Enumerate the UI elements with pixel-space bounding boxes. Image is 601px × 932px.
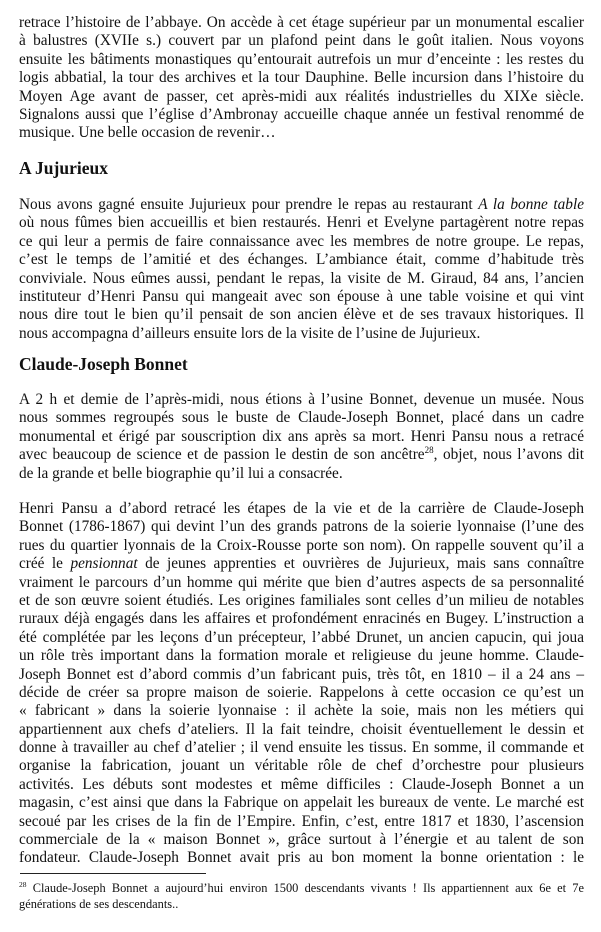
text-line: nous accompagna d’ailleurs ensuite lors de la visite de l’usine de Jujurieux. xyxy=(19,324,481,342)
text-line: Joseph Bonnet est d’abord commis d’un fabricant puis, très tôt, en 1810 – il a 24 ans – xyxy=(19,665,584,683)
footnote-number: 28 xyxy=(19,880,27,889)
text-line: musique. Une belle occasion de revenir… xyxy=(19,124,276,142)
text-line: organise la fabrication, jouant un véritable rôle de chef d’orchestre pour plusieurs xyxy=(19,757,584,775)
text-line: ce qui leur a permis de faire connaissance avec les membres de notre groupe. Le repas, xyxy=(19,232,584,250)
text-line: où nous fûmes bien accueillis et bien restaurés. Henri et Evelyne partagèrent notre repas xyxy=(19,214,584,232)
text-line: Bonnet (1786-1867) qui devint l’un des grands patrons de la soierie lyonnaise (l’une des xyxy=(19,518,584,536)
footnote-line xyxy=(19,880,584,896)
text-line: retrace l’histoire de l’abbaye. On accède à cet étage supérieur par un monumental escalier xyxy=(19,14,584,31)
text-line: donne à travailler au chef d’atelier ; il vend ensuite les tissus. En somme, il commande et xyxy=(19,739,584,757)
paragraph-abbaye xyxy=(19,14,584,143)
text-run: Nous avons gagné ensuite Jujurieux pour prendre le repas au restaurant xyxy=(19,196,479,213)
footnote-line: générations de ses descendants.. xyxy=(19,897,179,911)
text-line: décide de créer sa propre maison de soierie. Rappelons à cette occasion ce qu’est un xyxy=(19,683,584,701)
text-line: été complétée par les leçons d’un précepteur, l’abbé Drunet, un ancien capucin, qui joua xyxy=(19,628,584,646)
text-line: commerciale de la « maison Bonnet », grâce surtout à l’énergie et au talent de son xyxy=(19,831,584,849)
paragraph-usine-bonnet xyxy=(19,391,584,483)
text-line: rues du quartier lyonnais de la Croix-Rousse porte son nom). On rappelle souvent qu’il a xyxy=(19,536,584,554)
text-run: Claude-Joseph Bonnet a aujourd’hui environ 1500 descendants vivants ! Ils appartiennent aux 6e et 7e xyxy=(26,881,584,895)
text-line: à balustres (XVIIe s.) couvert par un plafond peint dans le goût italien. Nous voyons xyxy=(19,32,584,50)
text-run: de jeunes apprenties et ouvrières de Jujurieux, mais sans connaître xyxy=(137,555,584,573)
text-line: et de son œuvre soient étudiés. Les origines familiales sont celles d’un milieu de notables xyxy=(19,591,584,609)
text-line: appartiennent aux chefs d’ateliers. Il la fait teindre, choisit éventuellement le dessin et xyxy=(19,720,584,738)
text-line: un rôle très important dans la formation morale et religieuse du jeune homme. Claude- xyxy=(19,647,584,665)
text-line: « fabricant » dans la soierie lyonnaise : il achète la soie, mais non les métiers qui xyxy=(19,702,584,720)
text-line: monumental et érigé par souscription dix ans après sa mort. Henri Pansu nous a retracé xyxy=(19,427,584,445)
text-line: instituteur d’Henri Pansu qui mangeait avec son épouse à une table voisine et qui vint xyxy=(19,287,584,305)
text-line: ruraux déjà engagés dans les affaires et profondément enracinés en Bugey. L’instruction a xyxy=(19,610,584,628)
text-line xyxy=(19,446,584,464)
text-line: magasin, c’est ainsi que dans la Fabrique on appelait les bureaux de vente. Le marché est xyxy=(19,794,584,812)
section-heading-jujurieux: A Jujurieux xyxy=(19,158,108,178)
text-run: créé le xyxy=(19,555,71,573)
pensionnat-italic: pensionnat xyxy=(70,555,138,573)
text-line: nous dire tout le bien qu’il pensait de son ancien élève et de ses travaux historiques. Il xyxy=(19,306,584,324)
text-line: conviviale. Nous eûmes aussi, pendant le repas, la visite de M. Giraud, 84 ans, l’ancien xyxy=(19,269,584,287)
text-line: vraiment le parcours d’un homme qui mérite que bien d’autres aspects de sa personnalité xyxy=(19,573,584,591)
text-line: c’est le temps de l’amitié et des échanges. L’ambiance était, comme d’habitude très xyxy=(19,251,584,269)
text-line: de la grande et belle biographie qu’il lui a consacrée. xyxy=(19,464,343,482)
text-run: , objet, nous l’avons dit xyxy=(433,446,584,464)
footnote-reference[interactable]: 28 xyxy=(424,445,434,456)
text-line xyxy=(19,196,584,214)
text-line xyxy=(19,555,584,573)
footnote-separator xyxy=(20,873,206,874)
text-line: A 2 h et demie de l’après-midi, nous étions à l’usine Bonnet, devenue un musée. Nous xyxy=(19,391,584,408)
footnote xyxy=(19,880,584,912)
restaurant-name-italic: A la bonne table xyxy=(478,196,584,213)
text-line: Henri Pansu a d’abord retracé les étapes de la vie et de la carrière de Claude-Joseph xyxy=(19,500,584,517)
text-line: Signalons aussi que l’église d’Ambronay accueille chaque année un festival renommé de xyxy=(19,105,584,123)
text-line: ensuite les bâtiments monastiques qu’entourait autrefois un mur d’enceinte : les restes du xyxy=(19,50,584,68)
text-line: nous sommes regroupés sous le buste de Claude-Joseph Bonnet, placé dans un cadre xyxy=(19,409,584,427)
section-heading-bonnet: Claude-Joseph Bonnet xyxy=(19,354,188,374)
paragraph-biographie xyxy=(19,500,584,868)
text-line: secoué par les crises de la fin de l’Empire. Enfin, c’est, entre 1817 et 1830, l’ascension xyxy=(19,812,584,830)
text-line: Moyen Age avant de passer, cet après-midi aux réalités industrielles du XIXe siècle. xyxy=(19,87,584,105)
text-line: activités. Les débuts sont modestes et même difficiles : Claude-Joseph Bonnet a un xyxy=(19,775,584,793)
paragraph-jujurieux xyxy=(19,196,584,343)
text-run: avec beaucoup de science et de passion le destin de son ancêtre xyxy=(19,446,425,464)
text-line: fondateur. Claude-Joseph Bonnet avait pris au bon moment la bonne orientation : le xyxy=(19,849,584,867)
text-line: logis abbatial, la tour des archives et la tour Dauphine. Belle incursion dans l’histoire du xyxy=(19,69,584,87)
